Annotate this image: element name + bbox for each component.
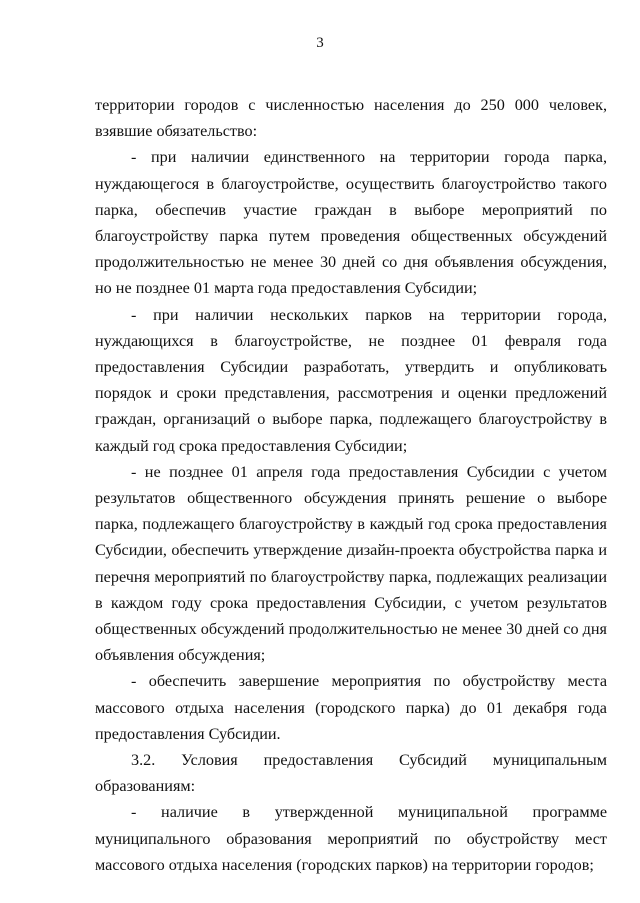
paragraph-single-park: - при наличии единственного на территории города парка, нуждающегося в благоустройстве, осуществить благоустройство такого парка, обеспечив участие граждан в выборе мероприятий по благоустройству парка путем проведения общественных обсуждений продолжительностью не менее 30 дней со дня объявления обсуждения, но не позднее 01 марта года предоставления Субсидии;: [95, 148, 607, 298]
page-number: 3: [316, 35, 324, 51]
paragraph-conditions-heading: 3.2. Условия предоставления Субсидий муниципальным образованиям:: [95, 751, 607, 796]
paragraph-completion-deadline: - обеспечить завершение мероприятия по обустройству места массового отдыха населения (городского парка) до 01 декабря года предоставления Субсидии.: [95, 672, 607, 743]
paragraph-multiple-parks: - при наличии нескольких парков на территории города, нуждающихся в благоустройстве, не позднее 01 февраля года предоставления Субсидии разработать, утвердить и опубликовать порядок и сроки представления, рассмотрения и оценки предложений граждан, организаций о выборе парка, подлежащего благоустройству в каждый год срока предоставления Субсидии;: [95, 305, 607, 455]
paragraph-municipal-program: - наличие в утвержденной муниципальной программе муниципального образования мероприятий по обустройству мест массового отдыха населения (городских парков) на территории городов;: [95, 803, 607, 874]
paragraph-park-decision: - не позднее 01 апреля года предоставления Субсидии с учетом результатов общественного обсуждения принять решение о выборе парка, подлежащего благоустройству в каждый год срока предоставления Субсидии, обеспечить утверждение дизайн-проекта обустройства парка и перечня мероприятий по благоустройству парка, подлежащих реализации в каждом году срока предоставления Субсидии, с учетом результатов общественных обсуждений продолжительностью не менее 30 дней со дня объявления обсуждения;: [95, 462, 607, 665]
paragraph-continuation: территории городов с численностью населения до 250 000 человек, взявшие обязательство:: [95, 96, 607, 141]
document-body: [95, 92, 607, 878]
